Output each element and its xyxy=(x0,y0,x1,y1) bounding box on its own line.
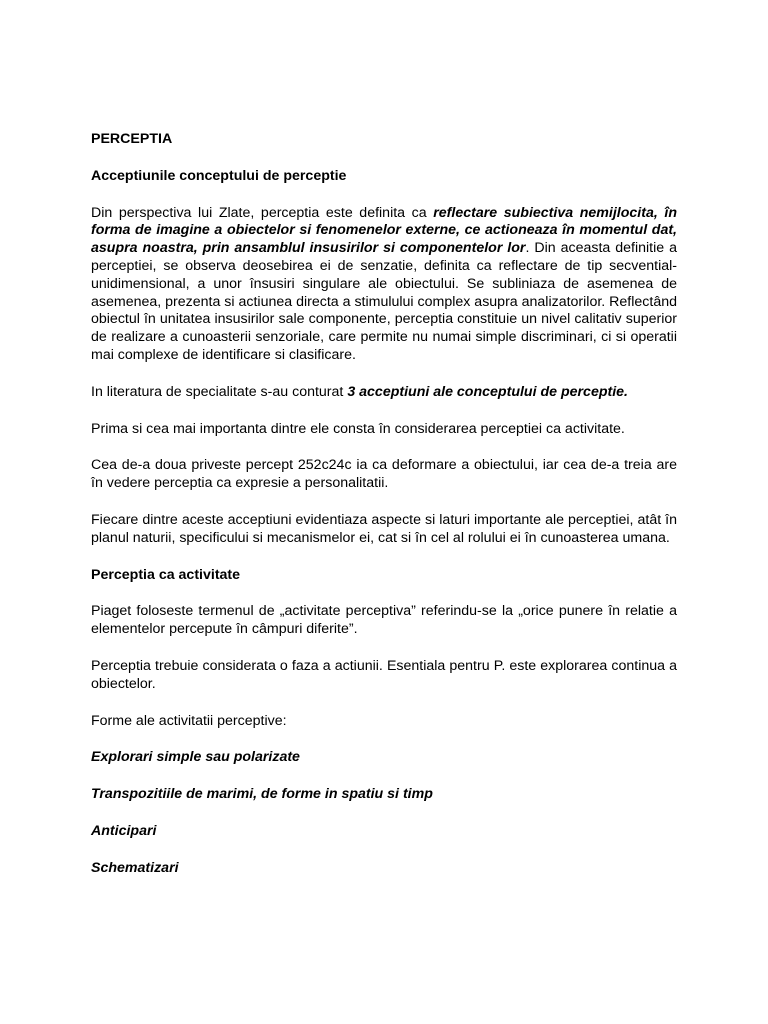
paragraph-definition-emphasis: reflectare subiectiva nemijlocita, în forma de imagine a obiectelor si fenomenelor externe, ce actioneaza în momentul dat, asupra noastra, prin ansamblul insusirilor si componentelor lor xyxy=(91,204,677,257)
section-heading-activitate: Perceptia ca activitate xyxy=(91,566,241,583)
document-title: PERCEPTIA xyxy=(91,131,173,147)
paragraph-piaget: Piaget foloseste termenul de „activitate perceptiva” referindu-se la „orice punere în relatie a elementelor percepute în câmpuri diferite”. xyxy=(91,603,677,638)
form-item: Schematizari xyxy=(91,859,179,876)
paragraph-a-doua: Cea de-a doua priveste percept 252c24c ia ca deformare a obiectului, iar cea de-a treia are în vedere perceptia ca expresie a personalitatii. xyxy=(91,457,677,492)
paragraph-definition xyxy=(91,205,677,365)
section-heading-acceptiuni: Acceptiunile conceptului de perceptie xyxy=(91,167,347,184)
paragraph-acceptiuni-lead: In literatura de specialitate s-au conturat xyxy=(91,383,348,400)
form-item: Transpozitiile de marimi, de forme in spatiu si timp xyxy=(91,786,433,803)
paragraph-forme: Forme ale activitatii perceptive: xyxy=(91,712,287,729)
document-page xyxy=(91,131,677,878)
form-item: Anticipari xyxy=(91,822,157,839)
paragraph-faza: Perceptia trebuie considerata o faza a actiunii. Esentiala pentru P. este explorarea continua a obiectelor. xyxy=(91,657,677,692)
form-item: Explorari simple sau polarizate xyxy=(91,749,300,766)
paragraph-prima: Prima si cea mai importanta dintre ele consta în considerarea perceptiei ca activitate. xyxy=(91,420,625,437)
paragraph-acceptiuni xyxy=(91,384,677,402)
paragraph-acceptiuni-emphasis: 3 acceptiuni ale conceptului de perceptie. xyxy=(347,383,628,400)
paragraph-definition-rest: . Din aceasta definitie a perceptiei, se observa deosebirea ei de senzatie, definita ca reflectare de tip secvential- unidimensional, a unor însusiri singulare ale obiectului. Se subliniaza de asemenea de asemenea, prezenta si actiunea directa a stimulului complex asupra analizatorilor. Reflectând obiectul în unitatea insusirilor sale componente, perceptia constituie un nivel calitativ superior de realizare a cunoasterii senzoriale, care permite nu numai simple discriminari, ci si operatii mai complexe de identificare si clasificare. xyxy=(91,240,677,363)
paragraph-definition-lead: Din perspectiva lui Zlate, perceptia este definita ca xyxy=(91,204,434,221)
paragraph-fiecare: Fiecare dintre aceste acceptiuni evidentiaza aspecte si laturi importante ale perceptiei, atât în planul naturii, specificului si mecanismelor ei, cat si în cel al rolului ei în cunoasterea umana. xyxy=(91,511,677,546)
